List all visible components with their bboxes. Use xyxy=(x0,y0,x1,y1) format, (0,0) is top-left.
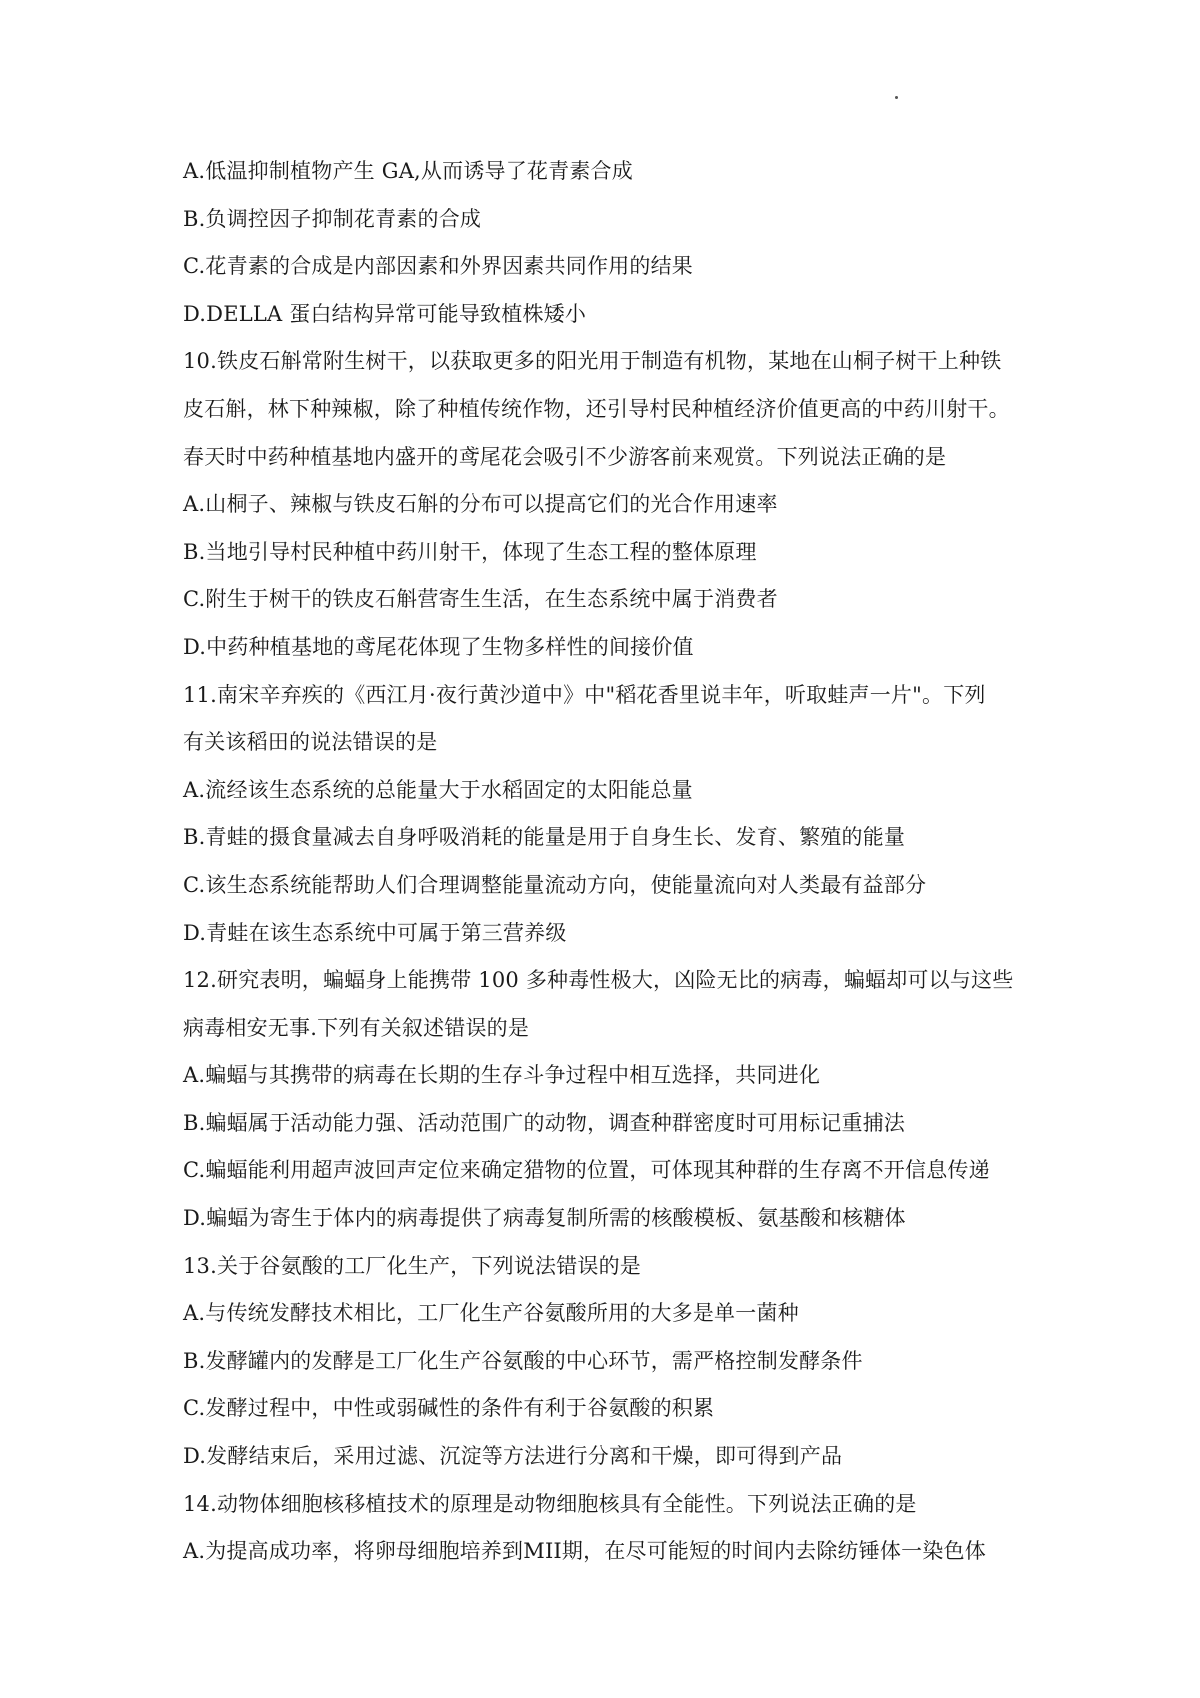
question-10-stem-line-1: 10.铁皮石斛常附生树干，以获取更多的阳光用于制造有机物，某地在山桐子树干上种铁 xyxy=(183,349,1002,374)
option-13a: A.与传统发酵技术相比，工厂化生产谷氨酸所用的大多是单一菌种 xyxy=(183,1301,799,1326)
option-10c: C.附生于树干的铁皮石斛营寄生生活，在生态系统中属于消费者 xyxy=(183,587,778,612)
option-12d: D.蝙蝠为寄生于体内的病毒提供了病毒复制所需的核酸模板、氨基酸和核糖体 xyxy=(183,1206,906,1231)
question-10-stem-line-2: 皮石斛，林下种辣椒，除了种植传统作物，还引导村民种植经济价值更高的中药川射干。 xyxy=(183,396,1010,421)
stray-mark xyxy=(895,96,898,99)
option-11b: B.青蛙的摄食量减去自身呼吸消耗的能量是用于自身生长、发育、繁殖的能量 xyxy=(183,825,906,850)
question-14-stem: 14.动物体细胞核移植技术的原理是动物细胞核具有全能性。下列说法正确的是 xyxy=(183,1491,917,1516)
question-11-stem-line-1: 11.南宋辛弃疾的《西江月·夜行黄沙道中》中"稻花香里说丰年，听取蛙声一片"。下列 xyxy=(183,682,986,707)
option-11c: C.该生态系统能帮助人们合理调整能量流动方向，使能量流向对人类最有益部分 xyxy=(183,872,927,897)
document-body xyxy=(183,148,1043,1576)
option-10d: D.中药种植基地的鸢尾花体现了生物多样性的间接价值 xyxy=(183,634,694,659)
option-9a: A.低温抑制植物产生 GA,从而诱导了花青素合成 xyxy=(183,159,633,183)
option-11a: A.流经该生态系统的总能量大于水稻固定的太阳能总量 xyxy=(183,777,693,802)
option-13c: C.发酵过程中，中性或弱碱性的条件有利于谷氨酸的积累 xyxy=(183,1396,715,1421)
question-10-stem-line-3: 春天时中药种植基地内盛开的鸢尾花会吸引不少游客前来观赏。下列说法正确的是 xyxy=(183,444,947,469)
option-12b: B.蝙蝠属于活动能力强、活动范围广的动物，调查种群密度时可用标记重捕法 xyxy=(183,1110,906,1135)
option-11d: D.青蛙在该生态系统中可属于第三营养级 xyxy=(183,920,567,945)
option-9d: D.DELLA 蛋白结构异常可能导致植株矮小 xyxy=(183,301,587,326)
option-13b: B.发酵罐内的发酵是工厂化生产谷氨酸的中心环节，需严格控制发酵条件 xyxy=(183,1348,863,1373)
option-10a: A.山桐子、辣椒与铁皮石斛的分布可以提高它们的光合作用速率 xyxy=(183,492,778,517)
option-12c: C.蝙蝠能利用超声波回声定位来确定猎物的位置，可体现其种群的生存离不开信息传递 xyxy=(183,1158,990,1183)
option-12a: A.蝙蝠与其携带的病毒在长期的生存斗争过程中相互选择，共同进化 xyxy=(183,1063,821,1088)
option-10b: B.当地引导村民种植中药川射干，体现了生态工程的整体原理 xyxy=(183,539,757,564)
question-12-stem-line-1: 12.研究表明，蝙蝠身上能携带 100 多种毒性极大，凶险无比的病毒，蝙蝠却可以与这些 xyxy=(183,968,1014,993)
option-13d: D.发酵结束后，采用过滤、沉淀等方法进行分离和干燥，即可得到产品 xyxy=(183,1444,843,1469)
option-9b: B.负调控因子抑制花青素的合成 xyxy=(183,206,482,231)
question-11-stem-line-2: 有关该稻田的说法错误的是 xyxy=(183,730,438,755)
question-12-stem-line-2: 病毒相安无事.下列有关叙述错误的是 xyxy=(183,1015,530,1040)
question-13-stem: 13.关于谷氨酸的工厂化生产，下列说法错误的是 xyxy=(183,1253,641,1278)
option-9c: C.花青素的合成是内部因素和外界因素共同作用的结果 xyxy=(183,254,693,279)
option-14a: A.为提高成功率，将卵母细胞培养到MII期，在尽可能短的时间内去除纺锤体一染色体 xyxy=(183,1539,986,1564)
